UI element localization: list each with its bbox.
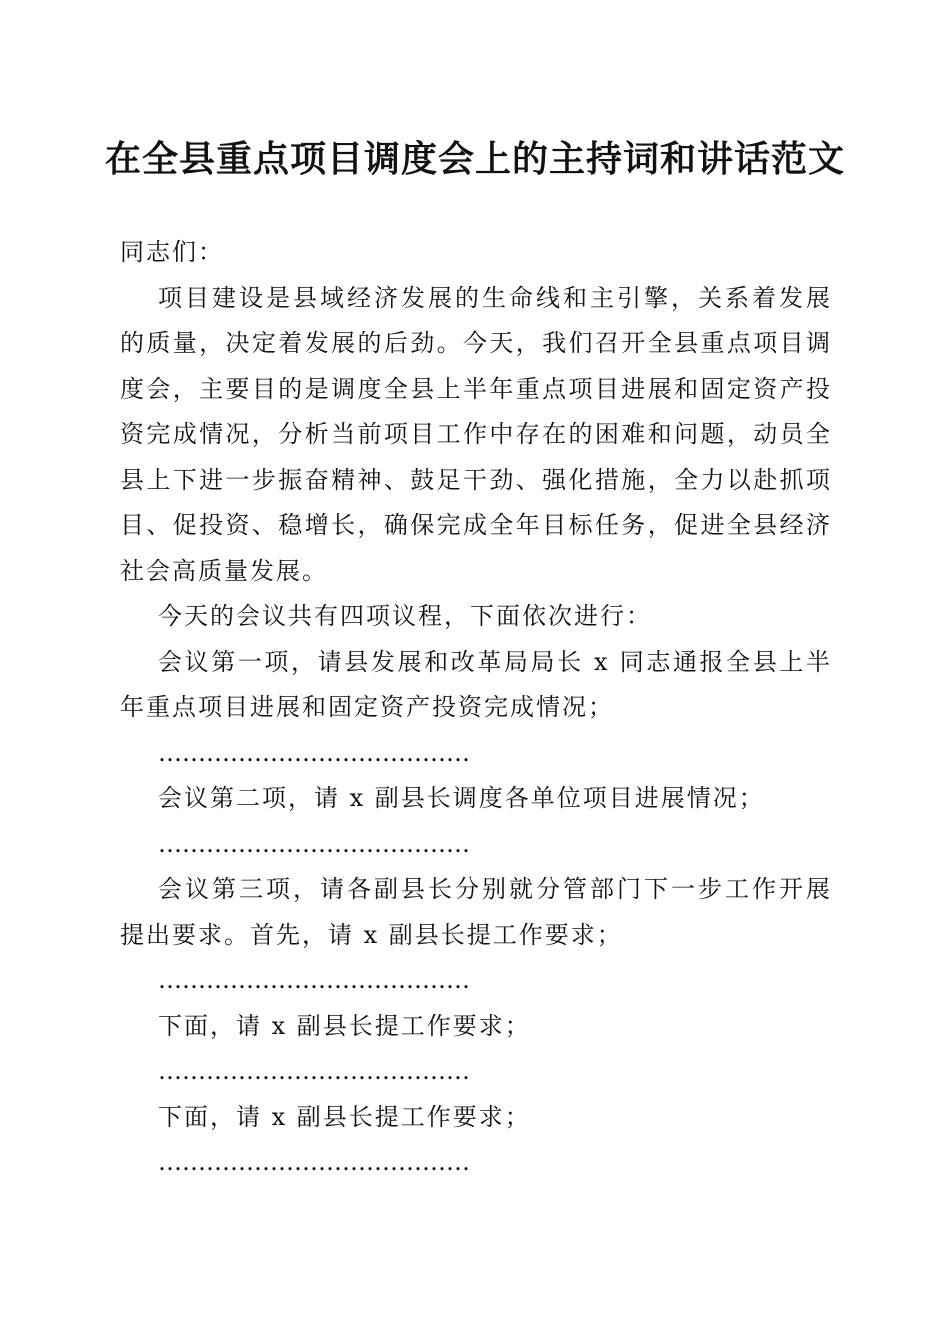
ellipsis-line: …………………………………	[158, 1057, 470, 1085]
paragraph-next-speaker-1: 下面，请 x 副县长提工作要求；	[158, 1011, 531, 1040]
paragraph-agenda: 今天的会议共有四项议程，下面依次进行：	[158, 602, 652, 630]
ellipsis-line: …………………………………	[158, 738, 470, 767]
document-body	[120, 230, 832, 1186]
paragraph-next-speaker-2: 下面，请 x 副县长提工作要求；	[158, 1102, 531, 1131]
paragraph-item-3: 会议第三项，请各副县长分别就分管部门下一步工作开展提出要求。首先，请 x 副县长提工作要求；	[120, 875, 832, 949]
paragraph-item-1: 会议第一项，请县发展和改革局局长 x 同志通报全县上半年重点项目进展和固定资产投资完成情况；	[120, 647, 832, 721]
paragraph-intro: 项目建设是县域经济发展的生命线和主引擎，关系着发展的质量，决定着发展的后劲。今天，我们召开全县重点项目调度会，主要目的是调度全县上半年重点项目进展和固定资产投资完成情况，分析当前项目工作中存在的困难和问题，动员全县上下进一步振奋精神、鼓足干劲、强化措施，全力以赴抓项目、促投资、稳增长，确保完成全年目标任务，促进全县经济社会高质量发展。	[120, 283, 832, 585]
ellipsis-line: …………………………………	[158, 1148, 470, 1176]
ellipsis-line: …………………………………	[158, 829, 470, 858]
ellipsis-line: …………………………………	[158, 966, 470, 994]
salutation: 同志们：	[120, 238, 224, 266]
paragraph-item-2: 会议第二项，请 x 副县长调度各单位项目进展情况；	[158, 784, 765, 812]
document-title: 在全县重点项目调度会上的主持词和讲话范文	[104, 138, 845, 180]
